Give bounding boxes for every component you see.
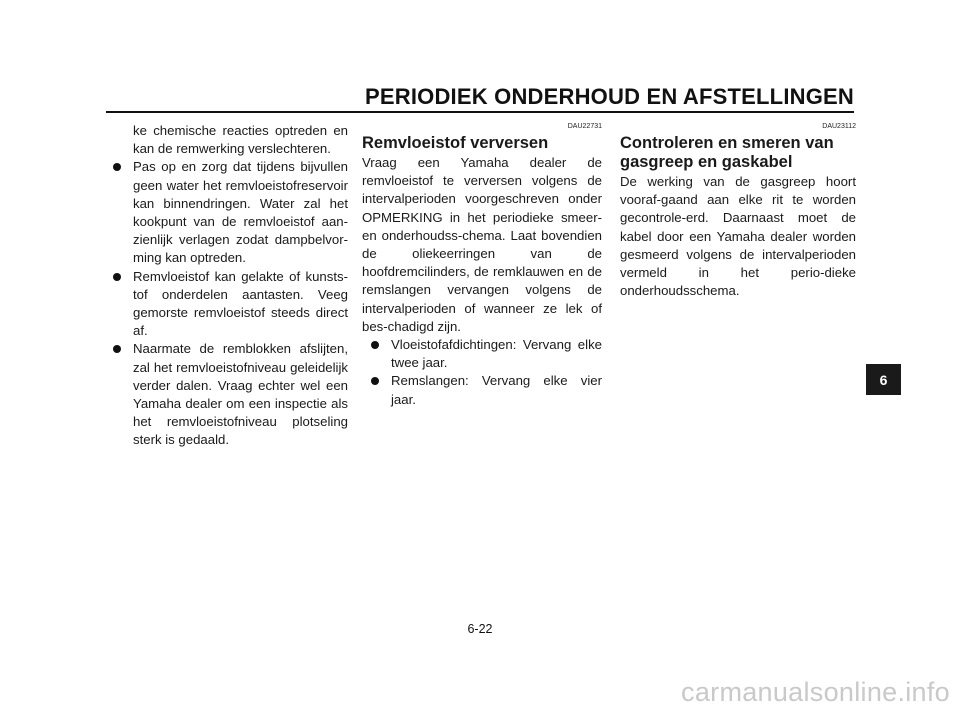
header-rule [106,111,854,113]
column-left [108,122,348,450]
list-item-text: Vloeistofafdichtingen: Vervang elke twee jaar. [391,337,602,371]
watermark: carmanualsonline.info [681,677,950,707]
section-body: Vraag een Yamaha dealer de remvloeistof te verversen volgens de intervalperioden voorgeschreven onder OPMERKING in het periodieke smeer- en onderhoudss-chema. Laat bovendien de oliekeerringen van de hoofdremcilinders, de remklauwen en de remslangen vervangen volgens de intervalperioden of wanneer ze lek of bes-chadigd zijn. [362,155,602,334]
section-code: DAU22731 [567,123,602,130]
bullet-icon [371,377,379,385]
section-body: De werking van de gasgreep hoort vooraf-gaand aan elke rit te worden gecontrole-erd. Daarnaast moet de kabel door een Yamaha dealer worden gesmeerd volgens de intervalperioden vermeld in het perio-dieke onderhoudsschema. [620,174,856,299]
continued-text: ke chemische reacties optreden en kan de remwerking verslechteren. [133,123,348,157]
list-item [362,372,602,408]
section-title: Remvloeistof verversen [362,134,549,152]
list-item-text: Remslangen: Vervang elke vier jaar. [391,373,602,407]
bullet-icon [113,163,121,171]
list-item-text: Remvloeistof kan gelakte of kunsts-tof onderdelen aantasten. Veeg gemorste remvloeistof steeds direct af. [133,268,348,339]
section-code: DAU23112 [822,123,856,130]
list-item-text: Naarmate de remblokken afslijten, zal het remvloeistofniveau geleidelijk verder dalen. Vraag echter wel een Yamaha dealer om een inspectie als het remvloeistofniveau plotseling sterk is gedaald. [133,341,348,448]
column-middle [362,122,602,409]
list-item [108,340,348,449]
bullet-icon [371,341,379,349]
list-item [108,268,348,341]
column-right [620,122,856,300]
list-item [362,336,602,372]
sub-list [362,336,602,409]
page-header-title: PERIODIEK ONDERHOUD EN AFSTELLINGEN [365,84,854,109]
page-number: 6-22 [467,622,493,636]
list-item [108,158,348,267]
section-title: Controleren en smeren van gasgreep en gaskabel [620,134,834,171]
bullet-icon [113,345,121,353]
bullet-icon [113,273,121,281]
list-item-text: Pas op en zorg dat tijdens bijvullen geen water het remvloeistofreservoir kan binnendringen. Water zal het kookpunt van de remvloeistof aan-zienlijk verlagen zodat dampbelvor-ming kan optreden. [133,159,348,266]
chapter-tab: 6 [866,364,901,395]
